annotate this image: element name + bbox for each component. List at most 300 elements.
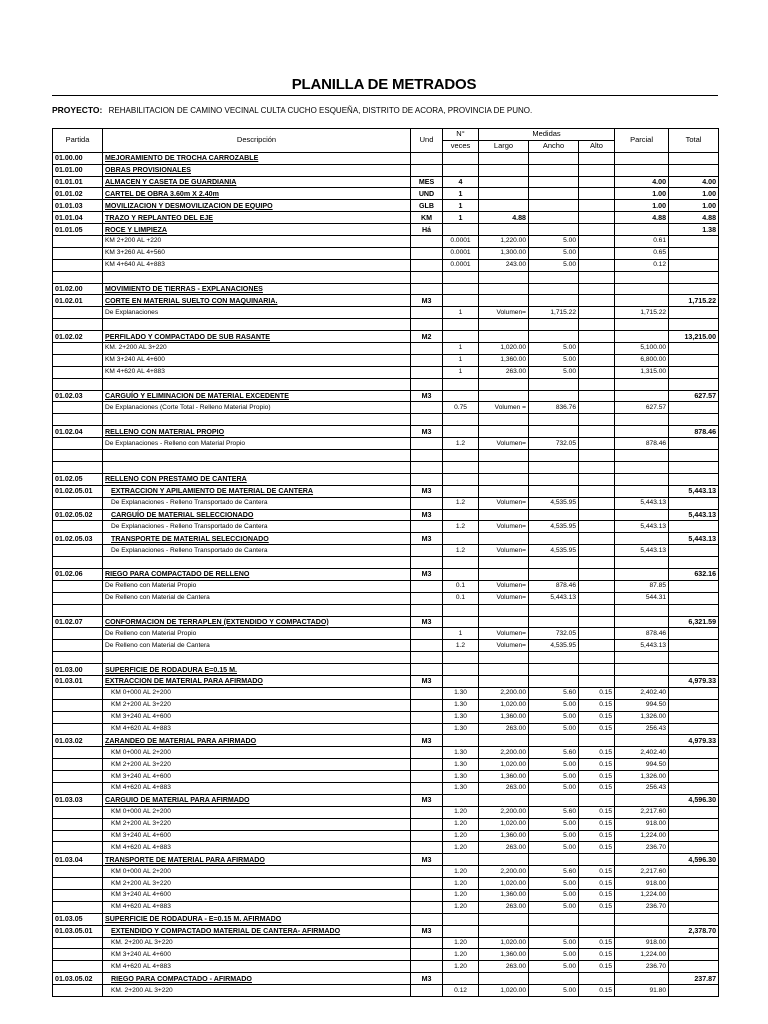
unit-cell: [411, 937, 443, 949]
partida-cell: 01.03.05.02: [53, 973, 103, 985]
unit-cell: [411, 545, 443, 557]
description-cell: De Explanaciones - Relleno Transportado de Cantera: [103, 521, 411, 533]
partida-cell: [53, 842, 103, 854]
total-cell: [669, 604, 719, 616]
parcial-cell: [615, 652, 669, 664]
unit-cell: [411, 354, 443, 366]
alto-cell: 0.15: [579, 890, 615, 902]
table-row-detail: [53, 354, 719, 366]
largo-cell: 243.00: [479, 259, 529, 271]
total-cell: [669, 497, 719, 509]
parcial-cell: 994.50: [615, 699, 669, 711]
description-cell: KM. 2+200 AL 3+220: [103, 343, 411, 355]
alto-cell: [579, 247, 615, 259]
alto-cell: [579, 390, 615, 402]
largo-cell: Volumen=: [479, 521, 529, 533]
total-cell: [669, 723, 719, 735]
parcial-cell: [615, 152, 669, 164]
ancho-cell: 5.00: [529, 759, 579, 771]
table-body: [53, 152, 719, 996]
ancho-cell: 5.00: [529, 830, 579, 842]
description-cell: ZARANDEO DE MATERIAL PARA AFIRMADO: [103, 735, 411, 747]
ancho-cell: [529, 913, 579, 925]
description-cell: KM 3+240 AL 4+600: [103, 771, 411, 783]
parcial-cell: [615, 509, 669, 521]
partida-cell: [53, 592, 103, 604]
ancho-cell: 732.05: [529, 628, 579, 640]
total-cell: [669, 866, 719, 878]
description-cell: [103, 271, 411, 283]
nveces-cell: 1.20: [443, 806, 479, 818]
alto-cell: 0.15: [579, 723, 615, 735]
parcial-cell: [615, 854, 669, 866]
unit-cell: [411, 901, 443, 913]
largo-cell: Volumen =: [479, 402, 529, 414]
table-row-detail: [53, 723, 719, 735]
alto-cell: [579, 331, 615, 343]
unit-cell: M3: [411, 735, 443, 747]
partida-cell: [53, 402, 103, 414]
description-cell: OBRAS PROVISIONALES: [103, 164, 411, 176]
description-cell: KM 3+240 AL 4+600: [103, 354, 411, 366]
nveces-cell: [443, 295, 479, 307]
table-row-partida: [53, 533, 719, 545]
ancho-cell: 732.05: [529, 438, 579, 450]
partida-cell: 01.00.00: [53, 152, 103, 164]
partida-cell: 01.02.04: [53, 426, 103, 438]
alto-cell: 0.15: [579, 937, 615, 949]
description-cell: SUPERFICIE DE RODADURA E=0.15 M.: [103, 664, 411, 676]
parcial-cell: 1,224.00: [615, 949, 669, 961]
nveces-cell: [443, 509, 479, 521]
alto-cell: [579, 580, 615, 592]
ancho-cell: 5.00: [529, 782, 579, 794]
alto-cell: [579, 521, 615, 533]
alto-cell: 0.15: [579, 866, 615, 878]
total-cell: [669, 307, 719, 319]
ancho-cell: [529, 283, 579, 295]
parcial-cell: [615, 973, 669, 985]
unit-cell: Há: [411, 224, 443, 236]
alto-cell: [579, 628, 615, 640]
largo-cell: 263.00: [479, 842, 529, 854]
parcial-cell: [615, 913, 669, 925]
largo-cell: 1,360.00: [479, 890, 529, 902]
largo-cell: 263.00: [479, 901, 529, 913]
total-cell: [669, 961, 719, 973]
table-row-detail: [53, 842, 719, 854]
parcial-cell: 2,402.40: [615, 687, 669, 699]
alto-cell: [579, 664, 615, 676]
nveces-cell: [443, 675, 479, 687]
nveces-cell: [443, 331, 479, 343]
ancho-cell: 5.00: [529, 961, 579, 973]
alto-cell: [579, 259, 615, 271]
total-cell: [669, 782, 719, 794]
description-cell: KM 4+640 AL 4+883: [103, 259, 411, 271]
description-cell: KM. 2+200 AL 3+220: [103, 937, 411, 949]
partida-cell: 01.01.04: [53, 212, 103, 224]
alto-cell: [579, 473, 615, 485]
ancho-cell: 4,535.95: [529, 545, 579, 557]
largo-cell: 1,300.00: [479, 247, 529, 259]
parcial-cell: [615, 461, 669, 473]
nveces-cell: 1.30: [443, 782, 479, 794]
description-cell: KM 4+620 AL 4+883: [103, 961, 411, 973]
partida-cell: [53, 901, 103, 913]
partida-cell: 01.01.03: [53, 200, 103, 212]
alto-cell: [579, 545, 615, 557]
total-cell: [669, 343, 719, 355]
unit-cell: KM: [411, 212, 443, 224]
ancho-cell: 5.60: [529, 687, 579, 699]
parcial-cell: [615, 319, 669, 331]
total-cell: [669, 937, 719, 949]
description-cell: CORTE EN MATERIAL SUELTO CON MAQUINARIA.: [103, 295, 411, 307]
alto-cell: [579, 438, 615, 450]
unit-cell: M3: [411, 426, 443, 438]
description-cell: KM 4+620 AL 4+883: [103, 366, 411, 378]
total-cell: [669, 461, 719, 473]
nveces-cell: 1.30: [443, 687, 479, 699]
parcial-cell: 4.88: [615, 212, 669, 224]
parcial-cell: [615, 295, 669, 307]
unit-cell: [411, 806, 443, 818]
ancho-cell: 4,535.95: [529, 521, 579, 533]
parcial-cell: 1,326.00: [615, 771, 669, 783]
partida-cell: 01.02.05.01: [53, 485, 103, 497]
unit-cell: UND: [411, 188, 443, 200]
alto-cell: 0.15: [579, 747, 615, 759]
alto-cell: 0.15: [579, 711, 615, 723]
unit-cell: [411, 152, 443, 164]
total-cell: [669, 890, 719, 902]
nveces-cell: [443, 652, 479, 664]
table-row-partida: [53, 200, 719, 212]
unit-cell: M3: [411, 854, 443, 866]
partida-cell: 01.02.07: [53, 616, 103, 628]
alto-cell: 0.15: [579, 830, 615, 842]
largo-cell: 263.00: [479, 723, 529, 735]
unit-cell: [411, 782, 443, 794]
description-cell: ALMACEN Y CASETA DE GUARDIANIA: [103, 176, 411, 188]
largo-cell: [479, 485, 529, 497]
largo-cell: [479, 533, 529, 545]
parcial-cell: 1,326.00: [615, 711, 669, 723]
ancho-cell: [529, 973, 579, 985]
ancho-cell: 5.00: [529, 985, 579, 997]
total-cell: [669, 640, 719, 652]
largo-cell: [479, 735, 529, 747]
unit-cell: [411, 307, 443, 319]
description-cell: CARGUÍO Y ELIMINACION DE MATERIAL EXCEDENTE: [103, 390, 411, 402]
ancho-cell: [529, 664, 579, 676]
parcial-cell: [615, 664, 669, 676]
partida-cell: [53, 711, 103, 723]
alto-cell: [579, 652, 615, 664]
largo-cell: 2,200.00: [479, 687, 529, 699]
partida-cell: [53, 866, 103, 878]
nveces-cell: [443, 568, 479, 580]
total-cell: [669, 236, 719, 248]
table-row-detail: [53, 747, 719, 759]
alto-cell: 0.15: [579, 782, 615, 794]
unit-cell: [411, 628, 443, 640]
partida-cell: [53, 319, 103, 331]
description-cell: RELLENO CON MATERIAL PROPIO: [103, 426, 411, 438]
parcial-cell: [615, 164, 669, 176]
description-cell: ROCE Y LIMPIEZA: [103, 224, 411, 236]
largo-cell: [479, 925, 529, 937]
largo-cell: [479, 616, 529, 628]
total-cell: 627.57: [669, 390, 719, 402]
largo-cell: [479, 913, 529, 925]
alto-cell: [579, 212, 615, 224]
total-cell: 4,596.30: [669, 794, 719, 806]
total-cell: [669, 545, 719, 557]
alto-cell: [579, 307, 615, 319]
unit-cell: M3: [411, 925, 443, 937]
description-cell: CARGUÍO DE MATERIAL SELECCIONADO: [103, 509, 411, 521]
unit-cell: M3: [411, 568, 443, 580]
nveces-cell: 1.30: [443, 699, 479, 711]
total-cell: 5,443.13: [669, 485, 719, 497]
table-row-partida: [53, 331, 719, 343]
description-cell: KM 4+620 AL 4+883: [103, 782, 411, 794]
description-cell: TRANSPORTE DE MATERIAL SELECCIONADO: [103, 533, 411, 545]
description-cell: De Explanaciones: [103, 307, 411, 319]
nveces-cell: 1.20: [443, 901, 479, 913]
largo-cell: 2,200.00: [479, 806, 529, 818]
partida-cell: [53, 782, 103, 794]
total-cell: [669, 521, 719, 533]
total-cell: [669, 473, 719, 485]
alto-cell: [579, 271, 615, 283]
largo-cell: [479, 390, 529, 402]
total-cell: 4,979.33: [669, 675, 719, 687]
parcial-cell: 6,800.00: [615, 354, 669, 366]
ancho-cell: 4,535.95: [529, 640, 579, 652]
parcial-cell: 0.61: [615, 236, 669, 248]
partida-cell: [53, 771, 103, 783]
partida-cell: [53, 890, 103, 902]
total-cell: [669, 687, 719, 699]
ancho-cell: [529, 414, 579, 426]
unit-cell: [411, 961, 443, 973]
table-row-detail: [53, 628, 719, 640]
table-row-blank: [53, 604, 719, 616]
parcial-cell: 5,100.00: [615, 343, 669, 355]
unit-cell: [411, 664, 443, 676]
unit-cell: M3: [411, 390, 443, 402]
alto-cell: 0.15: [579, 961, 615, 973]
partida-cell: 01.01.02: [53, 188, 103, 200]
metrados-table: [52, 128, 719, 997]
largo-cell: [479, 652, 529, 664]
table-row-blank: [53, 271, 719, 283]
ancho-cell: 4,535.95: [529, 497, 579, 509]
table-row-partida: [53, 164, 719, 176]
parcial-cell: 256.43: [615, 723, 669, 735]
ancho-cell: [529, 652, 579, 664]
nveces-cell: [443, 604, 479, 616]
unit-cell: [411, 521, 443, 533]
nveces-cell: 1: [443, 188, 479, 200]
unit-cell: [411, 771, 443, 783]
parcial-cell: [615, 794, 669, 806]
total-cell: [669, 557, 719, 569]
largo-cell: Volumen=: [479, 545, 529, 557]
description-cell: [103, 378, 411, 390]
largo-cell: 1,020.00: [479, 985, 529, 997]
description-cell: MEJORAMIENTO DE TROCHA CARROZABLE: [103, 152, 411, 164]
description-cell: KM 3+240 AL 4+600: [103, 890, 411, 902]
description-cell: RIEGO PARA COMPACTADO DE RELLENO: [103, 568, 411, 580]
description-cell: EXTRACCION Y APILAMIENTO DE MATERIAL DE CANTERA: [103, 485, 411, 497]
parcial-cell: 2,217.60: [615, 866, 669, 878]
ancho-cell: 5.00: [529, 937, 579, 949]
header-nveces-bottom: veces: [443, 140, 479, 152]
description-cell: KM 4+620 AL 4+883: [103, 723, 411, 735]
table-row-detail: [53, 961, 719, 973]
alto-cell: [579, 414, 615, 426]
unit-cell: M3: [411, 675, 443, 687]
nveces-cell: 0.0001: [443, 259, 479, 271]
largo-cell: 1,020.00: [479, 699, 529, 711]
table-row-partida: [53, 390, 719, 402]
table-row-detail: [53, 818, 719, 830]
alto-cell: [579, 557, 615, 569]
nveces-cell: [443, 283, 479, 295]
parcial-cell: 1,715.22: [615, 307, 669, 319]
table-row-partida: [53, 152, 719, 164]
unit-cell: [411, 580, 443, 592]
partida-cell: [53, 438, 103, 450]
description-cell: De Explanaciones - Relleno Transportado de Cantera: [103, 545, 411, 557]
description-cell: [103, 319, 411, 331]
ancho-cell: [529, 188, 579, 200]
nveces-cell: [443, 533, 479, 545]
unit-cell: M3: [411, 485, 443, 497]
alto-cell: 0.15: [579, 985, 615, 997]
alto-cell: [579, 735, 615, 747]
largo-cell: [479, 295, 529, 307]
largo-cell: [479, 794, 529, 806]
largo-cell: [479, 319, 529, 331]
table-row-detail: [53, 699, 719, 711]
alto-cell: [579, 497, 615, 509]
table-row-partida: [53, 616, 719, 628]
total-cell: [669, 450, 719, 462]
alto-cell: [579, 152, 615, 164]
nveces-cell: 1: [443, 212, 479, 224]
unit-cell: [411, 592, 443, 604]
total-cell: [669, 247, 719, 259]
parcial-cell: 2,217.60: [615, 806, 669, 818]
parcial-cell: [615, 414, 669, 426]
alto-cell: [579, 378, 615, 390]
parcial-cell: [615, 485, 669, 497]
description-cell: De Relleno con Material de Cantera: [103, 640, 411, 652]
largo-cell: Volumen=: [479, 497, 529, 509]
nveces-cell: [443, 557, 479, 569]
description-cell: TRANSPORTE DE MATERIAL PARA AFIRMADO: [103, 854, 411, 866]
total-cell: [669, 901, 719, 913]
partida-cell: [53, 450, 103, 462]
parcial-cell: 256.43: [615, 782, 669, 794]
nveces-cell: [443, 735, 479, 747]
nveces-cell: [443, 224, 479, 236]
table-row-partida: [53, 212, 719, 224]
description-cell: EXTRACCION DE MATERIAL PARA AFIRMADO: [103, 675, 411, 687]
parcial-cell: 918.00: [615, 878, 669, 890]
parcial-cell: [615, 533, 669, 545]
partida-cell: [53, 759, 103, 771]
nveces-cell: 1.20: [443, 842, 479, 854]
total-cell: [669, 664, 719, 676]
unit-cell: [411, 283, 443, 295]
largo-cell: [479, 331, 529, 343]
table-row-detail: [53, 592, 719, 604]
ancho-cell: 5.60: [529, 866, 579, 878]
parcial-cell: [615, 568, 669, 580]
description-cell: KM 0+000 AL 2+200: [103, 806, 411, 818]
unit-cell: [411, 343, 443, 355]
ancho-cell: [529, 568, 579, 580]
alto-cell: 0.15: [579, 806, 615, 818]
ancho-cell: 5.00: [529, 723, 579, 735]
total-cell: 4,979.33: [669, 735, 719, 747]
table-row-detail: [53, 937, 719, 949]
nveces-cell: [443, 390, 479, 402]
alto-cell: [579, 176, 615, 188]
partida-cell: [53, 687, 103, 699]
table-row-detail: [53, 236, 719, 248]
parcial-cell: 236.70: [615, 842, 669, 854]
nveces-cell: [443, 414, 479, 426]
nveces-cell: [443, 426, 479, 438]
ancho-cell: [529, 224, 579, 236]
alto-cell: [579, 533, 615, 545]
nveces-cell: 1: [443, 200, 479, 212]
unit-cell: [411, 890, 443, 902]
unit-cell: [411, 366, 443, 378]
partida-cell: [53, 604, 103, 616]
total-cell: [669, 878, 719, 890]
parcial-cell: [615, 426, 669, 438]
total-cell: 1,715.22: [669, 295, 719, 307]
parcial-cell: 1.00: [615, 200, 669, 212]
alto-cell: [579, 295, 615, 307]
ancho-cell: 5.00: [529, 771, 579, 783]
alto-cell: [579, 592, 615, 604]
ancho-cell: [529, 461, 579, 473]
parcial-cell: [615, 378, 669, 390]
partida-cell: [53, 236, 103, 248]
largo-cell: [479, 973, 529, 985]
unit-cell: [411, 913, 443, 925]
partida-cell: 01.02.05: [53, 473, 103, 485]
parcial-cell: 918.00: [615, 818, 669, 830]
largo-cell: [479, 854, 529, 866]
table-row-detail: [53, 901, 719, 913]
parcial-cell: [615, 390, 669, 402]
table-row-detail: [53, 949, 719, 961]
table-row-blank: [53, 414, 719, 426]
description-cell: KM 3+240 AL 4+600: [103, 711, 411, 723]
nveces-cell: 0.12: [443, 985, 479, 997]
ancho-cell: 836.76: [529, 402, 579, 414]
